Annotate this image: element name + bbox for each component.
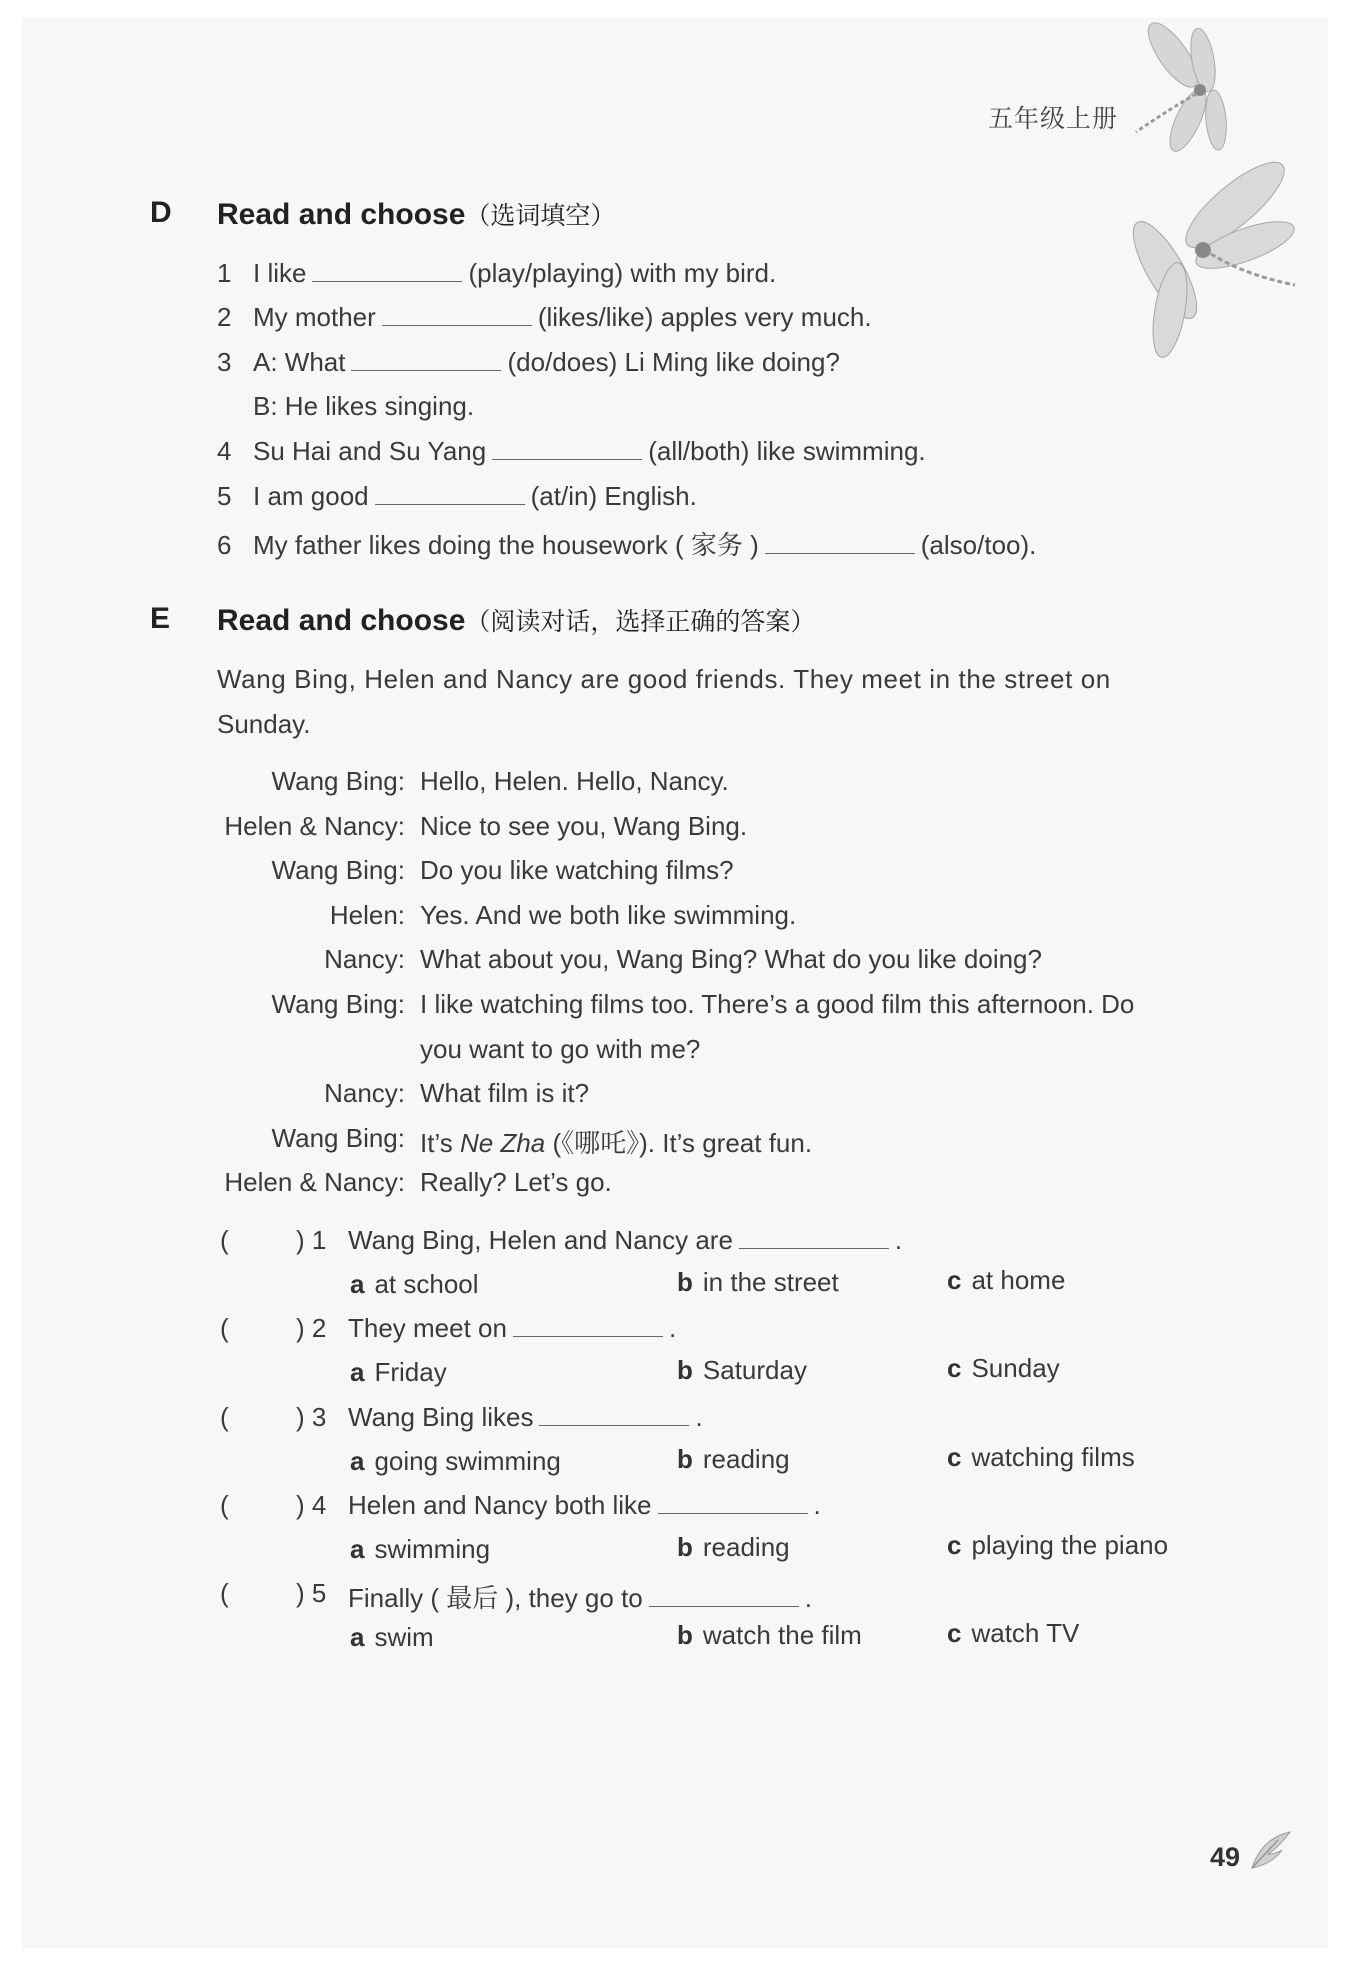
option-c[interactable] [947,1265,1065,1296]
answer-paren-open[interactable]: ( [220,1578,229,1608]
option-key: a [350,1357,365,1387]
answer-paren-close [296,1402,326,1433]
dialogue-line: I like watching films too. There’s a good film this afternoon. Do [420,989,1135,1019]
option-text: Sunday [971,1353,1060,1383]
option-b[interactable] [677,1532,790,1563]
question-end: . [804,1583,812,1613]
option-text: swimming [374,1534,491,1564]
option-a[interactable] [350,1446,561,1477]
section-d-heading [217,196,615,232]
option-key: b [677,1267,693,1297]
option-text: at home [971,1265,1066,1295]
paren-close: ) [296,1225,305,1255]
option-key: b [677,1355,693,1385]
dragonfly-icon [1125,150,1300,365]
item-number: 5 [217,481,232,511]
paren-close: ) [296,1313,305,1343]
dialogue-line: Really? Let’s go. [420,1167,612,1197]
question-end: . [894,1225,903,1255]
dialogue-line: What film is it? [420,1078,590,1108]
item-text-before: B: He likes singing. [253,391,475,421]
section-d-letter: D [150,196,172,229]
e-intro-line-1: Wang Bing, Helen and Nancy are good friends. They meet in the street on [217,664,1111,694]
dragonfly-icon [1118,20,1238,160]
option-a[interactable] [350,1357,447,1388]
question-text: Helen and Nancy both like [348,1490,652,1520]
section-e-subtitle: （阅读对话，选择正确的答案） [465,608,816,636]
item-number: 3 [217,347,232,377]
item-text-before: I am good [253,481,369,511]
option-key: c [947,1442,962,1472]
option-key: a [350,1269,365,1299]
paren-close: ) [296,1402,305,1432]
option-c[interactable] [947,1353,1060,1384]
option-key: c [947,1530,962,1560]
answer-blank[interactable] [375,482,525,505]
section-e-heading [217,602,815,638]
option-text: watch the film [702,1620,862,1650]
question-number: 2 [311,1313,327,1343]
question-stem [348,1402,703,1433]
dialogue-line: Yes. And we both like swimming. [420,900,797,930]
dialogue-line: Do you like watching films? [420,855,734,885]
option-key: b [677,1620,693,1650]
d-item-2 [217,302,872,333]
answer-blank[interactable] [351,348,501,371]
item-text-after: (do/does) Li Ming like doing? [507,347,840,377]
e-intro-line-2: Sunday. [217,709,311,739]
option-text: swim [374,1622,434,1652]
option-b[interactable] [677,1444,790,1475]
question-stem [348,1490,821,1521]
item-text-after: (play/playing) with my bird. [468,258,777,288]
question-number: 3 [311,1402,327,1432]
option-text: playing the piano [971,1530,1169,1560]
option-text: reading [702,1444,790,1474]
d-item-5 [217,481,697,512]
answer-blank[interactable] [739,1226,889,1249]
dialogue-speaker: Wang Bing: [271,1123,405,1153]
option-c[interactable] [947,1618,1079,1649]
question-number: 1 [311,1225,327,1255]
item-text-after: (likes/like) apples very much. [537,302,872,332]
answer-paren-open[interactable]: ( [220,1490,229,1520]
dialogue-text: It’s [420,1128,460,1158]
question-end: . [695,1402,703,1432]
item-text-before: A: What [253,347,346,377]
question-end: . [668,1313,677,1343]
option-b[interactable] [677,1267,839,1298]
dialogue-line: you want to go with me? [420,1034,701,1064]
paren-close: ) [296,1578,305,1608]
option-a[interactable] [350,1622,434,1653]
d-item-4 [217,436,926,467]
answer-blank[interactable] [312,259,462,282]
answer-paren-close [296,1578,326,1609]
option-key: b [677,1444,693,1474]
option-text: going swimming [374,1446,561,1476]
answer-paren-close [296,1225,326,1256]
question-text: Wang Bing, Helen and Nancy are [348,1225,733,1255]
item-number: 4 [217,436,232,466]
dialogue-speaker: Helen: [329,900,405,930]
dialogue-speaker: Nancy: [324,944,405,974]
question-text: Finally ( 最后 ), they go to [348,1583,643,1613]
dialogue-speaker: Wang Bing: [271,989,405,1019]
question-end: . [813,1490,821,1520]
item-text-before: My mother [253,302,376,332]
dialogue-line: Nice to see you, Wang Bing. [420,811,748,841]
answer-blank[interactable] [658,1491,808,1514]
option-b[interactable] [677,1620,862,1651]
dialogue-line: What about you, Wang Bing? What do you like doing? [420,944,1042,974]
answer-blank[interactable] [539,1403,689,1426]
section-e-title: Read and choose [217,604,466,637]
answer-paren-close [296,1313,326,1344]
question-stem [348,1313,676,1344]
film-title: Ne Zha [459,1128,546,1158]
dialogue-speaker: Wang Bing: [271,766,405,796]
question-stem [348,1225,902,1256]
option-c[interactable] [947,1442,1135,1473]
item-text-after: (also/too). [920,530,1037,560]
section-e-letter: E [150,602,171,635]
paren-close: ) [296,1490,305,1520]
item-text-before: My father likes doing the housework ( 家务 ) [253,530,759,560]
answer-blank[interactable] [765,531,915,554]
option-text: in the street [702,1267,839,1297]
answer-paren-close [296,1490,326,1521]
section-d-subtitle: （选词填空） [465,202,616,230]
dialogue-text: (《哪吒》). It’s great fun. [545,1128,813,1158]
d-item-3b [217,391,474,422]
option-key: c [947,1265,962,1295]
dialogue-line [420,1123,812,1160]
d-item-1 [217,258,776,289]
option-key: c [947,1353,962,1383]
page-number: 49 [1210,1842,1241,1872]
item-text-after: (all/both) like swimming. [648,436,926,466]
feather-icon [1248,1828,1294,1872]
d-item-3 [217,347,840,378]
answer-blank[interactable] [492,437,642,460]
option-text: watch TV [971,1618,1080,1648]
option-text: at school [374,1269,479,1299]
option-text: Friday [374,1357,447,1387]
grade-label: 五年级上册 [988,105,1119,133]
question-number: 5 [311,1578,327,1608]
question-text: They meet on [348,1313,507,1343]
option-text: Saturday [702,1355,807,1385]
option-key: a [350,1446,365,1476]
answer-paren-open[interactable]: ( [220,1313,229,1343]
option-key: c [947,1618,962,1648]
option-key: a [350,1622,365,1652]
option-a[interactable] [350,1269,479,1300]
item-number: 2 [217,302,232,332]
option-key: a [350,1534,365,1564]
option-a[interactable] [350,1534,490,1565]
question-number: 4 [311,1490,327,1520]
option-c[interactable] [947,1530,1168,1561]
item-text-before: Su Hai and Su Yang [253,436,487,466]
dialogue-speaker: Helen & Nancy: [224,811,405,841]
option-text: reading [702,1532,790,1562]
item-number: 6 [217,530,232,560]
dialogue-speaker: Nancy: [324,1078,405,1108]
dialogue-line: Hello, Helen. Hello, Nancy. [420,766,729,796]
answer-blank[interactable] [513,1314,663,1337]
option-key: b [677,1532,693,1562]
section-d-title: Read and choose [217,198,466,231]
answer-blank[interactable] [649,1584,799,1607]
item-number: 1 [217,258,232,288]
item-text-after: (at/in) English. [530,481,697,511]
option-b[interactable] [677,1355,807,1386]
answer-paren-open[interactable]: ( [220,1402,229,1432]
answer-blank[interactable] [382,303,532,326]
item-text-before: I like [253,258,307,288]
question-stem [348,1578,812,1615]
option-text: watching films [971,1442,1135,1472]
dialogue-speaker: Wang Bing: [271,855,405,885]
question-text: Wang Bing likes [348,1402,534,1432]
answer-paren-open[interactable]: ( [220,1225,229,1255]
d-item-6 [217,525,1036,562]
dialogue-speaker: Helen & Nancy: [224,1167,405,1197]
